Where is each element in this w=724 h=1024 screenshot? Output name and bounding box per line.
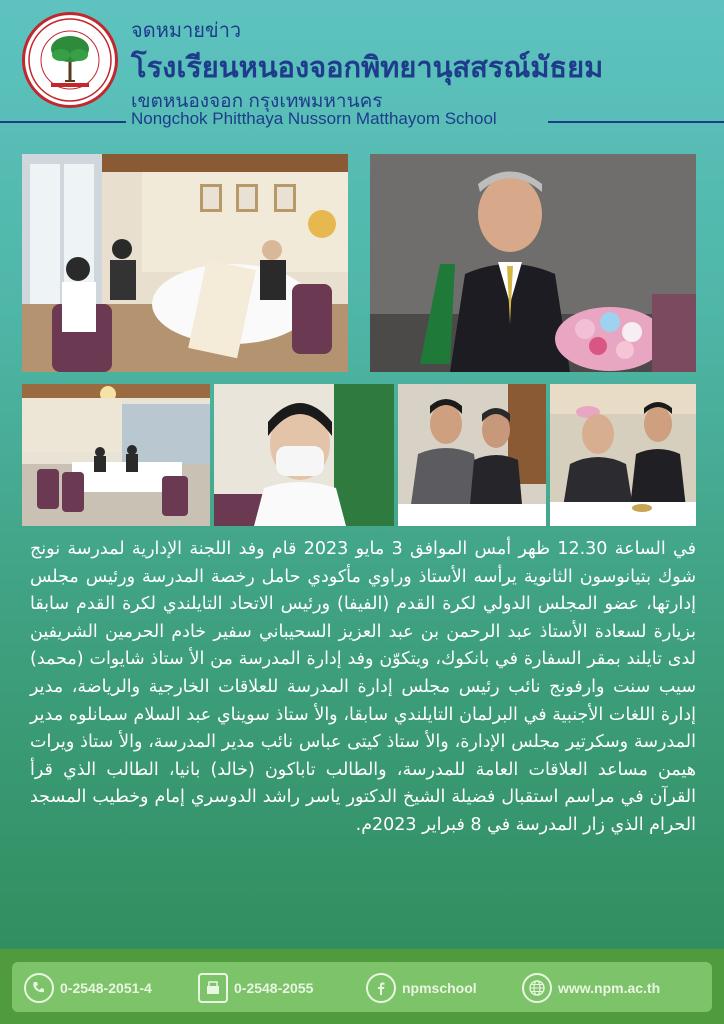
ambassador-portrait-photo <box>370 154 696 372</box>
website-contact[interactable] <box>522 972 660 1004</box>
conference-table-photo <box>22 384 210 526</box>
student-masked-photo <box>214 384 394 526</box>
facebook-contact[interactable] <box>366 972 477 1004</box>
website-url: www.npm.ac.th <box>558 980 661 996</box>
phone-number: 0-2548-2051-4 <box>60 980 152 996</box>
fax-number: 0-2548-2055 <box>234 980 314 996</box>
meeting-room-photo <box>22 154 348 372</box>
header-rule-left <box>0 121 126 123</box>
school-name-english: Nongchok Phitthaya Nussorn Matthayom School <box>131 109 497 128</box>
district-label: เขตหนองจอก กรุงเทพมหานคร <box>131 91 383 112</box>
director-seated-photo <box>550 384 696 526</box>
phone-contact[interactable] <box>24 972 152 1004</box>
fax-contact[interactable] <box>198 972 313 1004</box>
facebook-handle: npmschool <box>402 980 477 996</box>
facebook-icon <box>366 973 396 1003</box>
newsletter-label: จดหมายข่าว <box>131 20 242 42</box>
header-rule-right <box>548 121 724 123</box>
article-body: في الساعة 12.30 ظهر أمس الموافق 3 مايو 2023 قام وفد اللجنة الإدارية لمدرسة نونج شوك بتيانوسون الثانوية يرأسه الأستاذ وراوي مأكودي حامل رخصة المدرسة ورئيس مجلس إدارتها، عضو المجلس الدولي لكرة القدم (الفيفا) ورئيس الاتحاد التايلندي لكرة القدم سابقا بزيارة لسعادة الأستاذ عبد الرحمن بن عبد العزيز السحيباني سفير خادم الحرمين الشريفين لدى تايلند بمقر السفارة في بانكوك، ويتكوّن وفد إدارة المدرسة من الأ ستاذ شايوات (محمد) سيب سنت وارفونج نائب رئيس مجلس إدارة المدرسة للعلاقات الخارجية والرياضة، مدير إدارة اللغات الأجنبية في البرلمان التايلندي سابقا، والأ ستاذ سويناي عبد السلام سمانلوه مدير المدرسة وسكرتير مجلس الإدارة، والأ ستاذ كيتى عباس نائب مدير المدرسة، والأ ستاذ ويرات هيمن مساعد العلاقات العامة للمدرسة، والطالب تاباكون (خالد) بانيا، الطالب الذي قرأ القرآن في مراسم استقبال فضيلة الشيخ الدكتور ياسر راشد الدوسري إمام وخطيب المسجد الحرام الذي زار المدرسة في 8 فبراير 2023م. <box>30 539 696 835</box>
staff-seated-photo <box>398 384 546 526</box>
globe-icon <box>522 973 552 1003</box>
phone-icon <box>24 973 54 1003</box>
fax-icon <box>198 973 228 1003</box>
school-name-thai: โรงเรียนหนองจอกพิทยานุสสรณ์มัธยม <box>131 52 604 84</box>
school-logo <box>22 12 118 108</box>
